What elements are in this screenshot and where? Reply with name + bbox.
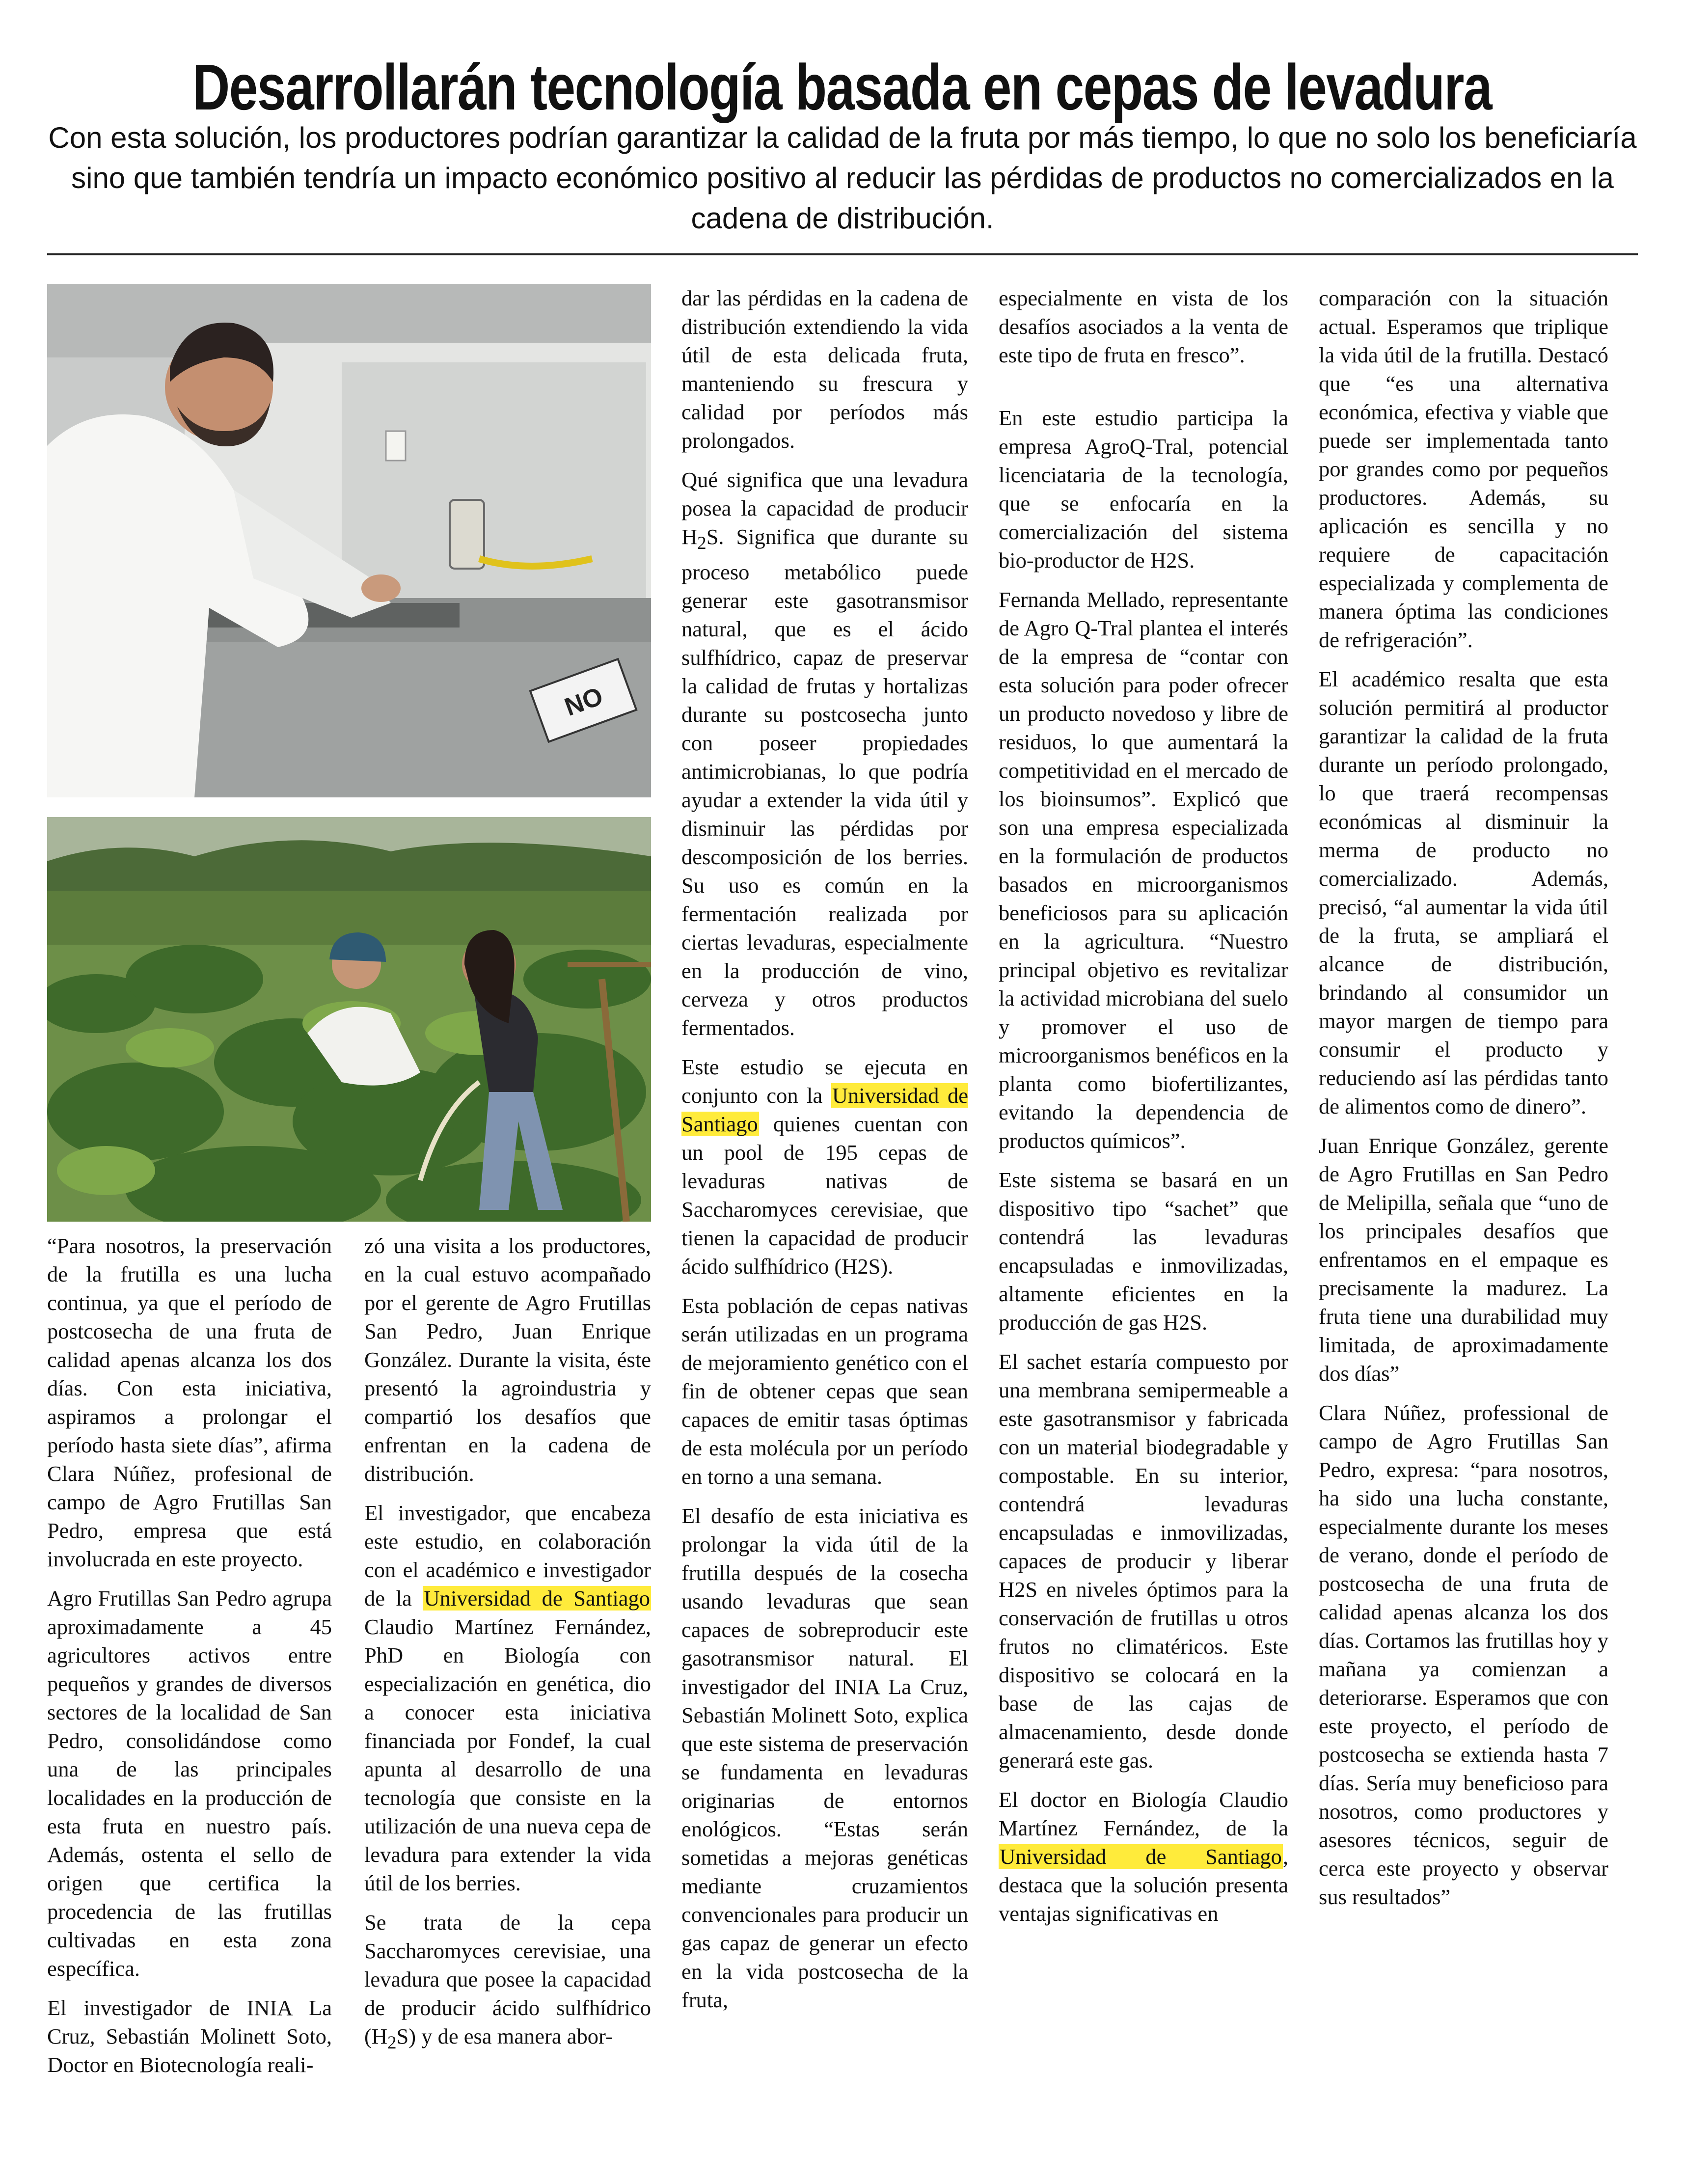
paragraph: comparación con la situación actual. Esperamos que triplique la vida útil de la frutilla. Destacó que “es una alternativa económica, efectiva y viable que puede ser implementada tanto por grandes como por pequeños productores. Además, su aplicación es sencilla y no requiere de capacitación especializada y complementa de manera óptima las condiciones de refrigeración”. [1319, 286, 1608, 652]
paragraph: Fernanda Mellado, representante de Agro Q-Tral plantea el interés de la empresa de “contar con esta solución para poder ofrecer un producto novedoso y libre de residuos, lo que aumentará la competitividad en el mercado de los bioinsumos”. Explicó que son una empresa especializada en la formulación de productos basados en microorganismos beneficiosos para su aplicación en la agricultura. “Nuestro principal objetivo es revitalizar la actividad microbiana del suelo y promover el uso de microorganismos benéficos en la planta como biofertilizantes, evitando la dependencia de productos químicos”. [999, 587, 1288, 1153]
paragraph: especialmente en vista de los desafíos asociados a la venta de este tipo de fruta en fresco”. [999, 286, 1288, 367]
field-photo [47, 817, 651, 1222]
article-column-2 [364, 1231, 651, 2068]
paragraph: El doctor en Biología Claudio Martínez Fernández, de la Universidad de Santiago, destaca que la solución presenta ventajas significativas en [999, 1787, 1288, 1926]
article-column-3 [681, 284, 968, 2025]
paragraph: Este sistema se basará en un dispositivo tipo “sachet” que contendrá las levaduras encapsuladas e inmovilizadas, altamente eficientes en la producción de gas H2S. [999, 1168, 1288, 1335]
headline: Desarrollarán tecnología basada en cepas de levadura [192, 51, 1492, 124]
paragraph: Se trata de la cepa Saccharomyces cerevisiae, una levadura que posee la capacidad de producir ácido sulfhídrico $(H_2S)$ y de esa manera abor- [364, 1910, 651, 2053]
paragraph: El investigador, que encabeza este estudio, en colaboración con el académico e investigador de la Universidad de Santiago Claudio Martínez Fernández, PhD en Biología con especialización en genética, dio a conocer esta iniciativa financiada por Fondef, la cual apunta al desarrollo de una tecnología que consiste en la utilización de una nueva cepa de levadura para extender la vida útil de los berries. [364, 1501, 651, 1895]
paragraph: dar las pérdidas en la cadena de distribución extendiendo la vida útil de esta delicada fruta, manteniendo su frescura y calidad por períodos más prolongados. [681, 286, 968, 453]
paragraph: zó una visita a los productores, en la cual estuvo acompañado por el gerente de Agro Frutillas San Pedro, Juan Enrique González. Durante la visita, éste presentó la agroindustria y compartió los desafíos que enfrentan en la cadena de distribución. [364, 1233, 651, 1486]
paragraph: El desafío de esta iniciativa es prolongar la vida útil de la frutilla después de la cosecha usando levaduras que sean capaces de sobreproducir este gasotransmisor natural. El investigador del INIA La Cruz, Sebastián Molinett Soto, explica que este sistema de preservación se fundamenta en levaduras originarias de entornos enológicos. “Estas serán sometidas a mejoras genéticas mediante cruzamientos convencionales para producir un gas capaz de generar un efecto en la vida postcosecha de la fruta, [681, 1503, 968, 2012]
lab-sign-text: NO [561, 682, 607, 722]
highlighted-university-name: Universidad de Santiago [1000, 1844, 1282, 1869]
paragraph: Clara Núñez, professional de campo de Agro Frutillas San Pedro, expresa: “para nosotros, ha sido una lucha constante, especialmente durante los meses de verano, donde el período de postcosecha de una fruta de calidad apenas alcanza los dos días. Cortamos las frutillas hoy y mañana ya comienzan a deteriorarse. Esperamos que con este proyecto, el período de postcosecha se extienda hasta 7 días. Sería muy beneficioso para nosotros, como productores y asesores técnicos, seguir de cerca este proyecto y observar sus resultados” [1319, 1400, 1608, 1909]
paragraph: En este estudio participa la empresa AgroQ-Tral, potencial licenciataria de la tecnología, que se enfocaría en la comercialización del sistema bio-productor de H2S. [999, 406, 1288, 573]
paragraph: El investigador de INIA La Cruz, Sebastián Molinett Soto, Doctor en Biotecnología reali- [47, 1995, 332, 2077]
article-column-1 [47, 1231, 332, 2090]
header-divider [47, 253, 1638, 255]
paragraph: El sachet estaría compuesto por una membrana semipermeable a este gasotransmisor y fabricada con un material biodegradable y compostable. En su interior, contendrá levaduras encapsuladas e inmovilizadas, capaces de producir y liberar H2S en niveles óptimos para la conservación de frutillas u otros frutos no climatéricos. Este dispositivo se colocará en la base de las cajas de almacenamiento, desde donde generará este gas. [999, 1349, 1288, 1773]
lab-photo [47, 284, 651, 797]
article-column-5 [1319, 284, 1608, 1922]
subheadline: Con esta solución, los productores podrían garantizar la calidad de la fruta por más tiempo, lo que no solo los beneficiaría sino que también tendría un impacto económico positivo al reducir las pérdidas de productos no comercializados en la cadena de distribución. [48, 121, 1637, 235]
paragraph: Esta población de cepas nativas serán utilizadas en un programa de mejoramiento genético con el fin de obtener cepas que sean capaces de emitir tasas óptimas de esta molécula por un período en torno a una semana. [681, 1293, 968, 1489]
paragraph: Este estudio se ejecuta en conjunto con la Universidad de Santiago quienes cuentan con un pool de 195 cepas de levaduras nativas de Saccharomyces cerevisiae, que tienen la capacidad de producir ácido sulfhídrico (H2S). [681, 1054, 968, 1279]
article-column-4 [999, 284, 1288, 1938]
paragraph: Juan Enrique González, gerente de Agro Frutillas en San Pedro de Melipilla, señala que “uno de los principales desafíos que enfrentamos en el empaque es precisamente la madurez. La fruta tiene una durabilidad muy limitada, de aproximadamente dos días” [1319, 1133, 1608, 1386]
highlighted-university-name: Universidad de Santiago [424, 1586, 650, 1611]
paragraph: “Para nosotros, la preservación de la frutilla es una lucha continua, ya que el período de postcosecha de una fruta de calidad apenas alcanza los dos días. Con esta iniciativa, aspiramos a prolongar el período hasta siete días”, afirma Clara Núñez, profesional de campo de Agro Frutillas San Pedro, empresa que está involucrada en este proyecto. [47, 1233, 332, 1571]
highlighted-university-name: Universidad de Santiago [681, 1083, 968, 1136]
paragraph: El académico resalta que esta solución permitirá al productor garantizar la calidad de la fruta durante un período prolongado, lo que traerá recompensas económicas al disminuir la merma de producto no comercializado. Además, precisó, “al aumentar la vida útil de la fruta, se ampliará el alcance de distribución, brindando al consumidor un mayor margen de tiempo para consumir el producto y reduciendo así las pérdidas tanto de alimentos como de dinero”. [1319, 667, 1608, 1119]
paragraph: Agro Frutillas San Pedro agrupa aproximadamente a 45 agricultores activos entre pequeños y grandes de diversos sectores de la localidad de San Pedro, consolidándose como una de las principales localidades en la producción de esta fruta en nuestro país. Además, ostenta el sello de origen que certifica la procedencia de las frutillas cultivadas en esta zona específica. [47, 1586, 332, 1981]
paragraph: Qué significa que una levadura posea la capacidad de producir $H_2S$. Significa que durante su proceso metabólico puede generar este gasotransmisor natural, que es el ácido sulfhídrico, capaz de preservar la calidad de frutas y hortalizas durante su postcosecha junto con poseer propiedades antimicrobianas, lo que podría ayudar a extender la vida útil y disminuir las pérdidas por descomposición de los berries. Su uso es común en la fermentación realizada por ciertas levaduras, especialmente en la producción de vino, cerveza y otros productos fermentados. [681, 467, 968, 1040]
